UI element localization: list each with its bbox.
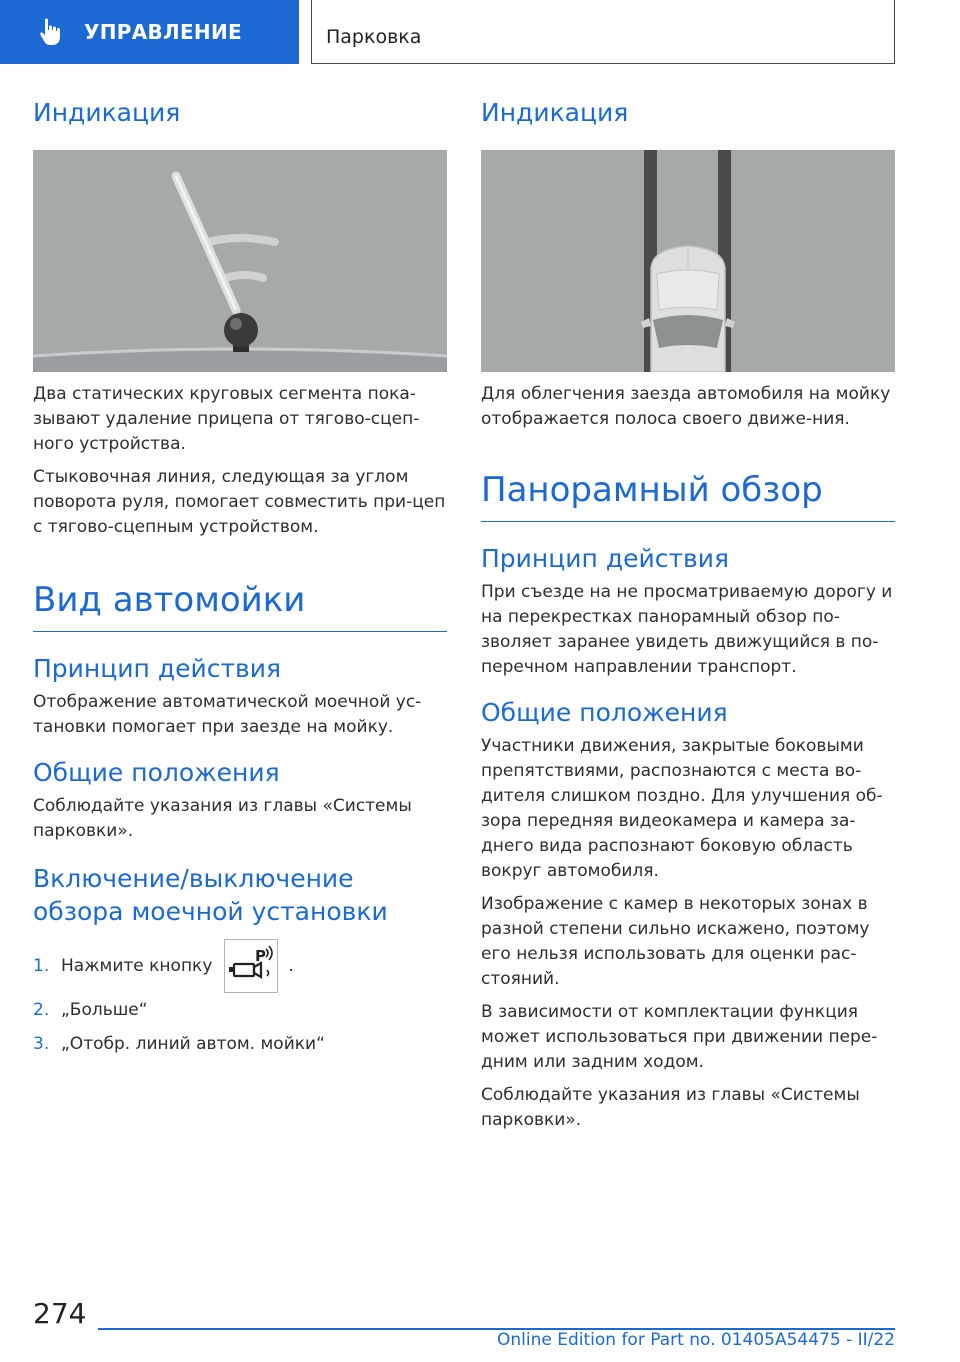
carwash-principle-text: Отображение автоматической моечной ус-тановки помогает при заезде на мойку. (33, 692, 422, 738)
carwash-lane-paragraph: Для облегчения заезда автомобиля на мойку отображается полоса своего движе-ния. (481, 384, 891, 429)
carwash-general-title: Общие положения (33, 758, 280, 788)
section-title: УПРАВЛЕНИЕ (84, 20, 242, 44)
chapter-title: Парковка (326, 26, 422, 48)
svg-text:P: P (255, 947, 267, 966)
indication-title: Индикация (481, 98, 629, 127)
panorama-section-title: Панорамный обзор (481, 470, 823, 510)
park-assist-camera-button[interactable] (224, 939, 278, 993)
step-number: 3. (33, 1034, 50, 1055)
indication-paragraph-2: Стыковочная линия, следующая за углом поворота руля, помогает совместить при-цеп с тягово-сцепным устройством. (33, 467, 446, 537)
panorama-principle-text: При съезде на не просматриваемую дорогу и на перекрестках панорамный обзор по-зволяет заранее увидеть движущийся в по-перечном направлении транспорт. (481, 582, 893, 678)
carwash-lanes-image (481, 150, 895, 372)
trailer-hitch-image (33, 150, 447, 372)
right-column (481, 98, 895, 1133)
chapter-box (311, 0, 895, 64)
step-item (33, 1032, 447, 1057)
section-divider (33, 631, 447, 633)
step-text: „Отобр. линий автом. мойки“ (61, 1034, 325, 1055)
panorama-general-p1: Участники движения, закрытые боковыми препятствиями, распознаются с места во-дителя слишком поздно. Для улучшения об-зора передняя видеокамера и камера за-днего вида распознают боковую область вокруг автомобиля. (481, 736, 883, 882)
page-number: 274 (33, 1297, 87, 1330)
carwash-section-title: Вид автомойки (33, 580, 306, 620)
panorama-general-p4: Соблюдайте указания из главы «Системы парковки». (481, 1085, 860, 1131)
step-suffix: . (288, 955, 294, 976)
step-item (33, 998, 447, 1023)
touch-hand-icon (36, 16, 66, 48)
step-text: Нажмите кнопку (61, 955, 213, 976)
carwash-general-text: Соблюдайте указания из главы «Системы парковки». (33, 796, 412, 842)
section-divider (481, 521, 895, 523)
park-assist-camera-icon (225, 940, 279, 994)
edition-text: Online Edition for Part no. 01405A54475 - II/22 (496, 1330, 895, 1350)
step-item (33, 938, 447, 994)
carwash-steps (33, 938, 447, 1057)
panorama-general-title: Общие положения (481, 698, 728, 728)
left-column (33, 98, 447, 1057)
step-number: 2. (33, 1000, 50, 1021)
panorama-principle-title: Принцип действия (481, 544, 730, 574)
carwash-toggle-title: Включение/выключение обзора моечной установки (33, 864, 388, 927)
panorama-general-p2: Изображение с камер в некоторых зонах в разной степени сильно искажено, поэтому его нельзя использовать для оценки рас-стояний. (481, 894, 870, 990)
indication-paragraph-1: Два статических круговых сегмента пока-зывают удаление прицепа от тягово-сцеп-ного устройства. (33, 384, 420, 454)
step-number: 1. (33, 955, 50, 976)
carwash-principle-title: Принцип действия (33, 654, 282, 684)
section-tab (0, 0, 299, 64)
indication-title: Индикация (33, 98, 181, 127)
step-text: „Больше“ (61, 1000, 148, 1021)
panorama-general-p3: В зависимости от комплектации функция может использоваться при движении пере-дним или задним ходом. (481, 1002, 878, 1073)
